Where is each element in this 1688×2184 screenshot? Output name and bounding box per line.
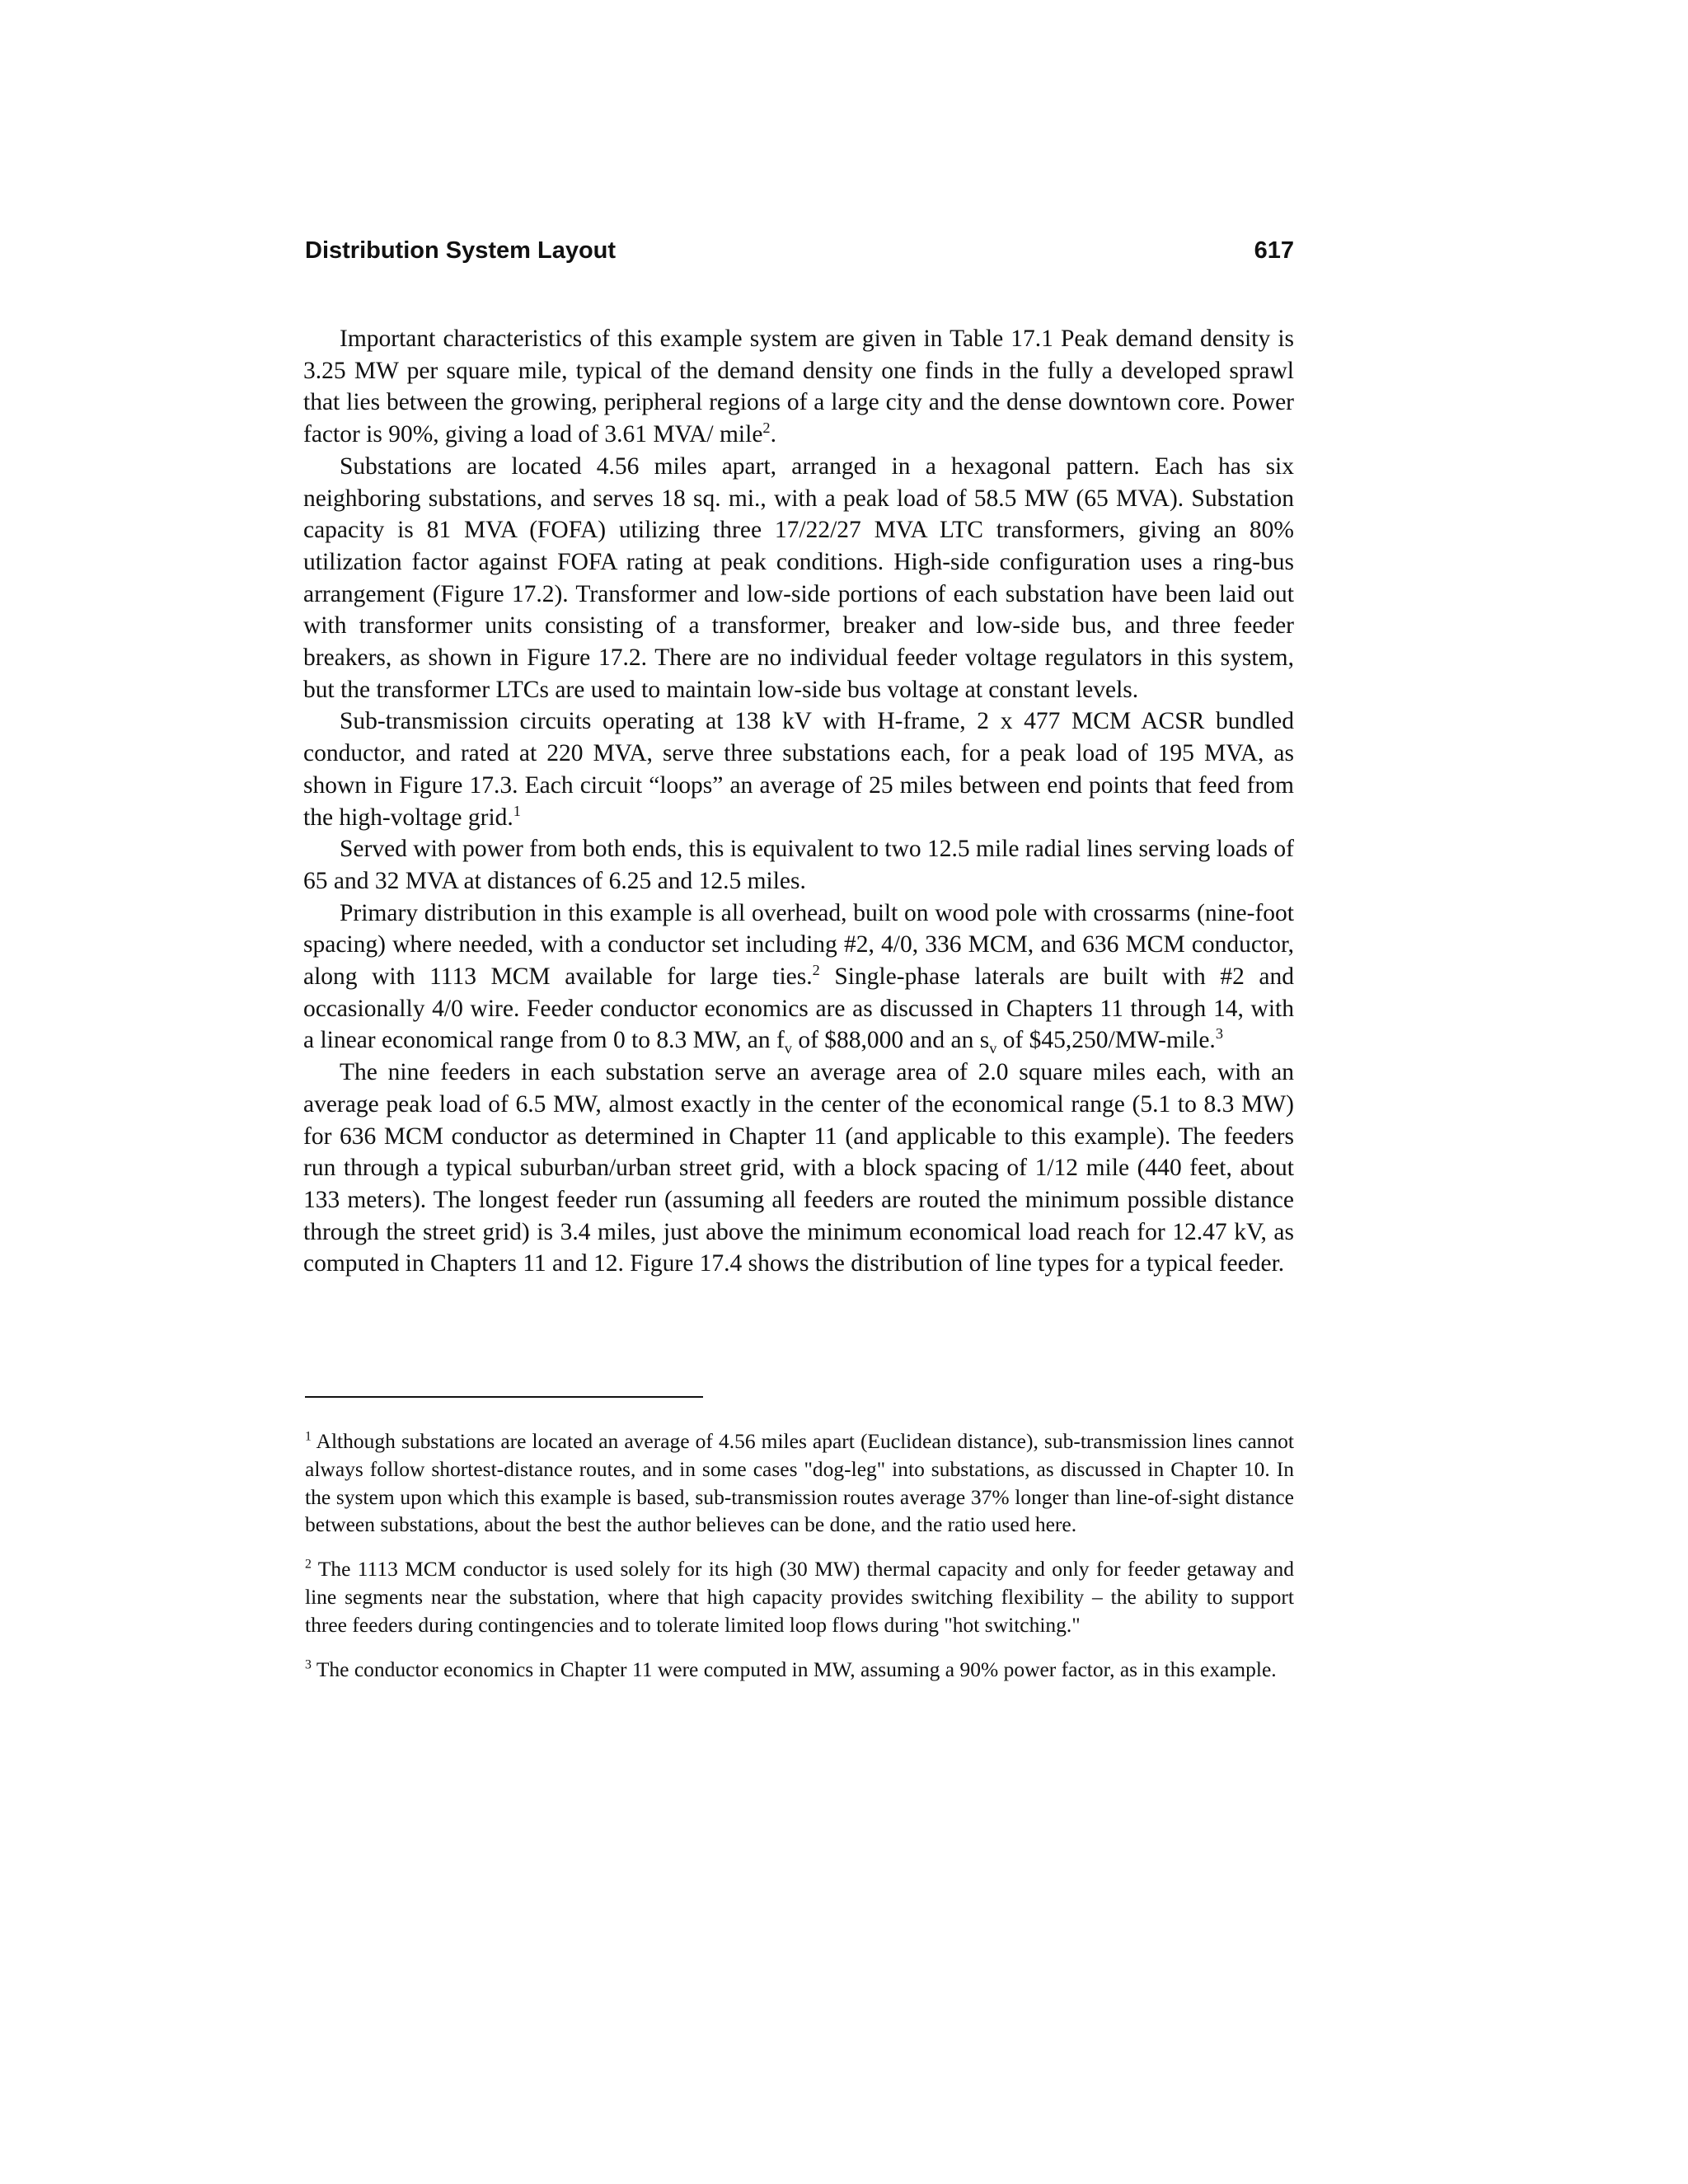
footnote-ref-3: 3 [1215, 1025, 1223, 1043]
footnote-mark-2: 2 [305, 1557, 312, 1572]
paragraph-3 [303, 705, 1294, 833]
paragraph-1 [303, 323, 1294, 451]
running-title: Distribution System Layout [305, 237, 617, 264]
footnote-3-text: The conductor economics in Chapter 11 were computed in MW, assuming a 90% power factor, as in this example. [311, 1657, 1277, 1681]
footnote-ref-2: 2 [812, 962, 820, 979]
paragraph-5-text-d: of $45,250/MW-mile. [996, 1027, 1216, 1054]
paragraph-5-text-c: of $88,000 and an s [791, 1027, 990, 1054]
subscript-fv: v [784, 1040, 792, 1057]
paragraph-6: The nine feeders in each substation serve an average area of 2.0 square miles each, with an average peak load of 6.5 MW, almost exactly in the center of the economical range (5.1 to 8.3 MW) for 636 MCM conductor as determined in Chapter 11 (and applicable to this example). The feeders run through a typical suburban/urban street grid, with a block spacing of 1/12 mile (440 feet, about 133 meters). The longest feeder run (assuming all feeders are routed the minimum possible distance through the street grid) is 3.4 miles, just above the minimum economical load reach for 12.47 kV, as computed in Chapters 11 and 12. Figure 17.4 shows the distribution of line types for a typical feeder. [303, 1059, 1294, 1277]
paragraph-4: Served with power from both ends, this is equivalent to two 12.5 mile radial lines serving loads of 65 and 32 MVA at distances of 6.25 and 12.5 miles. [303, 836, 1294, 894]
footnote-divider [305, 1396, 703, 1398]
paragraph-2: Substations are located 4.56 miles apart, arranged in a hexagonal pattern. Each has six neighboring substations, and serves 18 sq. mi., with a peak load of 58.5 MW (65 MVA). Substation capacity is 81 MVA (FOFA) utilizing three 17/22/27 MVA LTC transformers, giving an 80% utilization factor against FOFA rating at peak conditions. High-side configuration uses a ring-bus arrangement (Figure 17.2). Transformer and low-side portions of each substation have been laid out with transformer units consisting of a transformer, breaker and low-side bus, and three feeder breakers, as shown in Figure 17.2. There are no individual feeder voltage regulators in this system, but the transformer LTCs are used to maintain low-side bus voltage at constant levels. [303, 452, 1294, 703]
footnote-1-text: Although substations are located an average of 4.56 miles apart (Euclidean distance), sub-transmission lines cannot always follow shortest-distance routes, and in some cases "dog-leg" into substations, as discussed in Chapter 10. In the system upon which this example is based, sub-transmission routes average 37% longer than line-of-sight distance between substations, about the best the author believes can be done, and the ratio used here. [305, 1429, 1294, 1537]
footnotes [305, 1427, 1294, 1699]
subscript-sv: v [989, 1040, 997, 1057]
paragraph-5-text-b: Single-phase laterals are built with #2 and occasionally 4/0 wire. Feeder conductor economics are as discussed in Chapters 11 through 14, with a linear economical range from 0 to 8.3 MW, an f [303, 963, 1294, 1054]
paragraph-1-end: . [770, 421, 776, 448]
page-number: 617 [1254, 237, 1294, 264]
paragraph-5 [303, 898, 1294, 1057]
footnote-ref-1: 1 [513, 802, 521, 819]
superscript-2: 2 [762, 419, 771, 437]
paragraph-5-text-a: Primary distribution in this example is all overhead, built on wood pole with crossarms (nine-foot spacing) where needed, with a conductor set including #2, 4/0, 336 MCM, and 636 MCM conductor, along with 1113 MCM available for large ties. [303, 899, 1294, 991]
footnote-mark-3: 3 [305, 1657, 312, 1672]
footnote-mark-1: 1 [305, 1429, 312, 1444]
footnote-1 [305, 1427, 1294, 1539]
running-header [305, 237, 1294, 274]
paragraph-3-text: Sub-transmission circuits operating at 138 kV with H-frame, 2 x 477 MCM ACSR bundled conductor, and rated at 220 MVA, serve three substations each, for a peak load of 195 MVA, as shown in Figure 17.3. Each circuit “loops” an average of 25 miles between end points that feed from the high-voltage grid. [303, 708, 1294, 831]
footnote-3 [305, 1656, 1294, 1684]
footnote-2 [305, 1555, 1294, 1638]
body-text [303, 323, 1294, 1280]
footnote-2-text: The 1113 MCM conductor is used solely for its high (30 MW) thermal capacity and only for feeder getaway and line segments near the substation, where that high capacity provides switching flexibility – the ability to support three feeders during contingencies and to tolerate limited loop flows during "hot switching." [305, 1557, 1294, 1637]
paragraph-1-text: Important characteristics of this example system are given in Table 17.1 Peak demand density is 3.25 MW per square mile, typical of the demand density one finds in the fully a developed sprawl that lies between the growing, peripheral regions of a large city and the dense downtown core. Power factor is 90%, giving a load of 3.61 MVA/ mile [303, 326, 1294, 448]
